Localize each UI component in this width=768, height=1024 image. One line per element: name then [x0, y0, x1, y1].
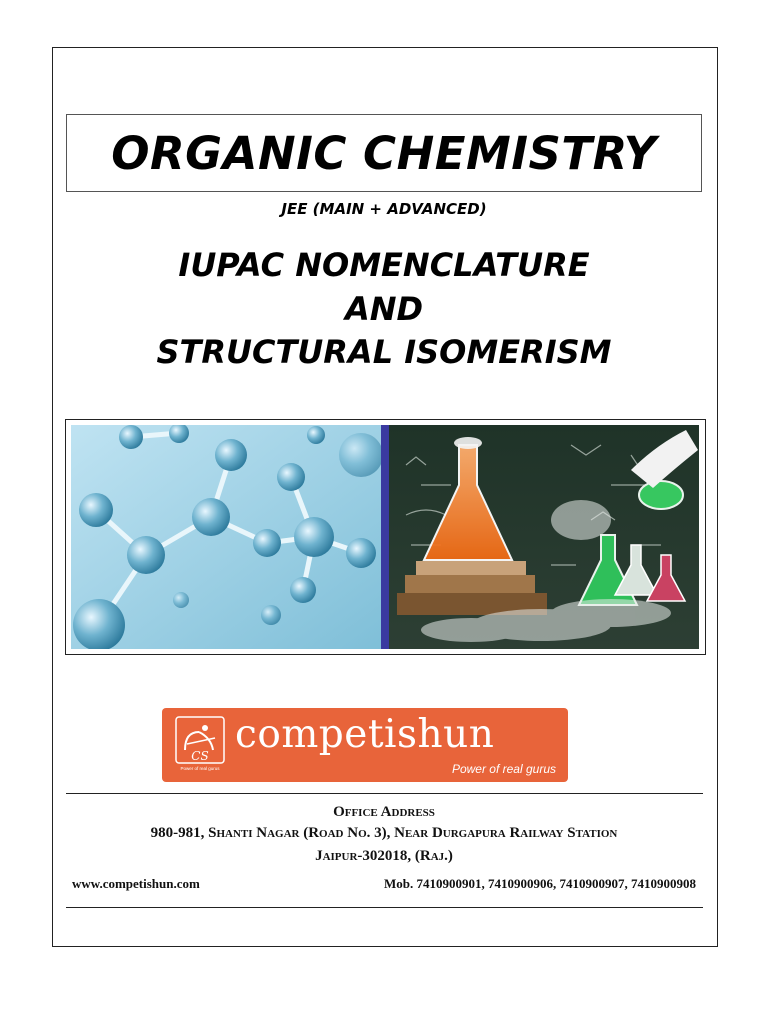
- topic-line-1: IUPAC NOMENCLATURE: [178, 246, 590, 284]
- topic-line-2: AND: [344, 290, 424, 328]
- footer-bottom-rule: [66, 907, 703, 908]
- logo-wordmark: competishun: [235, 712, 495, 757]
- logo-tagline: Power of real gurus: [451, 762, 556, 776]
- footer-top-rule: [66, 793, 703, 794]
- office-address-label: Office Address: [333, 804, 435, 820]
- competishun-logo: [162, 708, 568, 782]
- image-divider: [381, 425, 389, 649]
- exam-subtitle: JEE (MAIN + ADVANCED): [281, 200, 487, 218]
- logo-emblem-letters: CS: [191, 749, 209, 763]
- website-link[interactable]: www.competishun.com: [72, 876, 200, 891]
- lab-image: [389, 425, 699, 649]
- page-title: ORGANIC CHEMISTRY: [111, 126, 657, 180]
- address-line-1: 980-981, Shanti Nagar (Road No. 3), Near Durgapura Railway Station: [150, 825, 618, 841]
- logo-emblem-icon: [175, 716, 225, 772]
- title-box: [66, 114, 702, 192]
- address-line-2: Jaipur-302018, (Raj.): [315, 848, 453, 864]
- logo-emblem-caption: Power of real gurus: [180, 766, 220, 771]
- molecule-image: [71, 425, 383, 649]
- topic-line-3: STRUCTURAL ISOMERISM: [156, 333, 612, 371]
- mobile-numbers: Mob. 7410900901, 7410900906, 7410900907, 7410900908: [384, 876, 696, 891]
- cover-image: [65, 419, 706, 655]
- cover-illustration: [71, 425, 699, 649]
